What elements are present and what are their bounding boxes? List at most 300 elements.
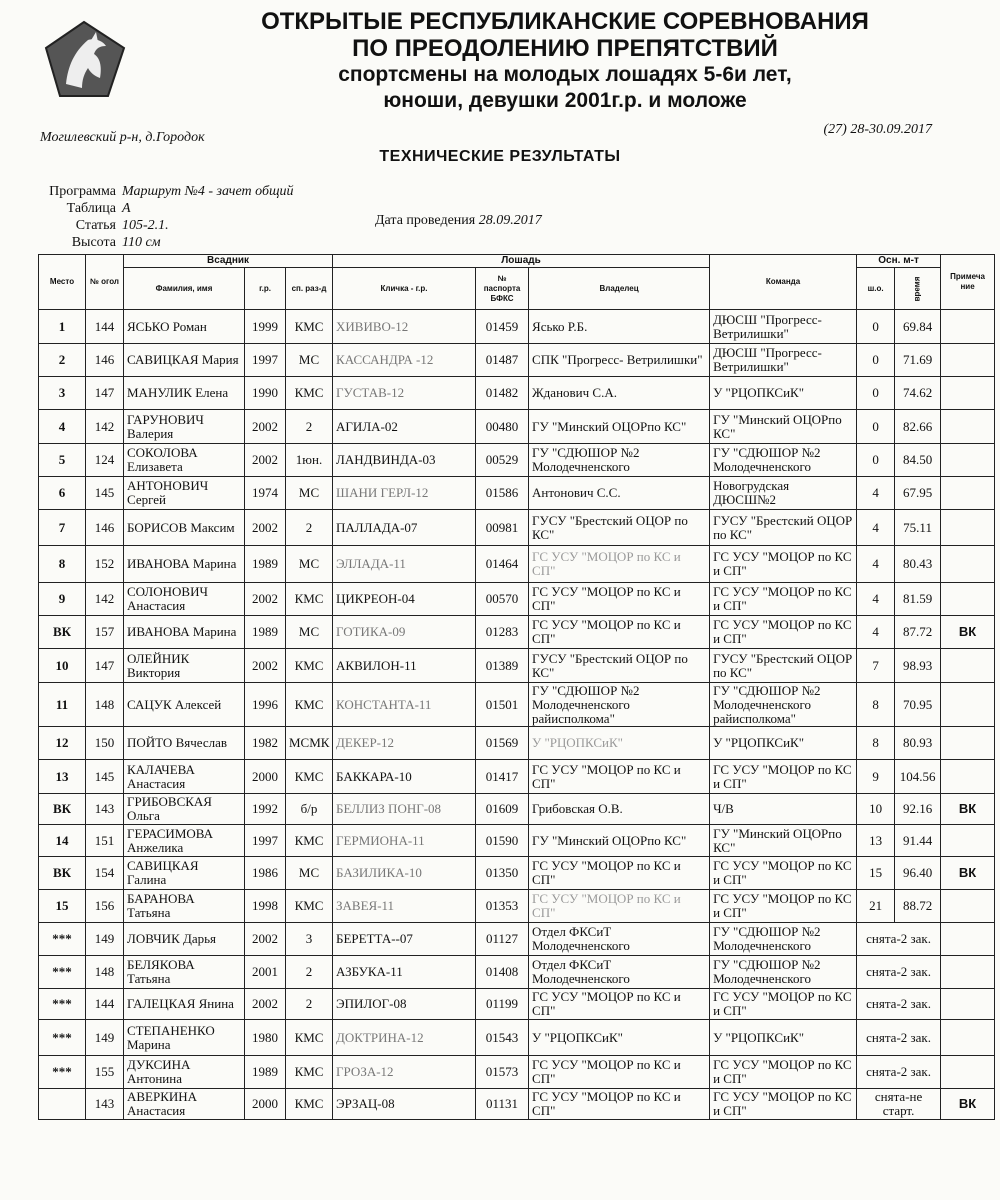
cell-faults: 4 bbox=[857, 616, 895, 649]
cell-remark: ВК bbox=[941, 857, 995, 890]
event-dates: (27) 28-30.09.2017 bbox=[823, 122, 932, 137]
cell-owner: ГС УСУ "МОЦОР по КС и СП" bbox=[529, 583, 710, 616]
cell-faults: 9 bbox=[857, 760, 895, 794]
cell-horse: ШАНИ ГЕРЛ-12 bbox=[333, 477, 476, 510]
cell-status: снята-2 зак. bbox=[857, 1020, 941, 1056]
cell-year: 1999 bbox=[245, 310, 286, 344]
cell-year: 2002 bbox=[245, 444, 286, 477]
cell-year: 2000 bbox=[245, 1089, 286, 1120]
cell-rider: ПОЙТО Вячеслав bbox=[124, 727, 245, 760]
cell-faults: 15 bbox=[857, 857, 895, 890]
results-body bbox=[39, 310, 995, 1120]
cell-rider: БОРИСОВ Максим bbox=[124, 510, 245, 546]
cell-number: 143 bbox=[86, 794, 124, 825]
cell-rider: ИВАНОВА Марина bbox=[124, 546, 245, 583]
cell-team: ГС УСУ "МОЦОР по КС и СП" bbox=[710, 546, 857, 583]
cell-year: 1982 bbox=[245, 727, 286, 760]
table-row bbox=[39, 683, 995, 727]
cell-team: ГУСУ "Брестский ОЦОР по КС" bbox=[710, 649, 857, 683]
cell-year: 2002 bbox=[245, 583, 286, 616]
cell-remark bbox=[941, 444, 995, 477]
cell-team: ГУ "Минский ОЦОРпо КС" bbox=[710, 410, 857, 444]
cell-passport: 01487 bbox=[476, 344, 529, 377]
cell-year: 1989 bbox=[245, 546, 286, 583]
cell-number: 142 bbox=[86, 410, 124, 444]
cell-place: 13 bbox=[39, 760, 86, 794]
cell-passport: 01590 bbox=[476, 825, 529, 857]
cell-year: 1980 bbox=[245, 1020, 286, 1056]
cell-passport: 01283 bbox=[476, 616, 529, 649]
cell-time: 88.72 bbox=[895, 890, 941, 923]
cell-number: 144 bbox=[86, 989, 124, 1020]
competition-info bbox=[40, 183, 294, 251]
cell-rank: МС bbox=[286, 616, 333, 649]
cell-team: ГС УСУ "МОЦОР по КС и СП" bbox=[710, 1089, 857, 1120]
cell-horse: ЦИКРЕОН-04 bbox=[333, 583, 476, 616]
cell-rank: КМС bbox=[286, 310, 333, 344]
cell-remark bbox=[941, 727, 995, 760]
cell-rank: КМС bbox=[286, 1020, 333, 1056]
cell-horse: ГРОЗА-12 bbox=[333, 1056, 476, 1089]
cell-rank: МС bbox=[286, 344, 333, 377]
cell-owner: Ясько Р.Б. bbox=[529, 310, 710, 344]
cell-team: ГУ "Минский ОЦОРпо КС" bbox=[710, 825, 857, 857]
title-line-4: юноши, девушки 2001г.р. и моложе bbox=[383, 89, 747, 112]
cell-owner: ГУСУ "Брестский ОЦОР по КС" bbox=[529, 510, 710, 546]
cell-time: 96.40 bbox=[895, 857, 941, 890]
section-title: ТЕХНИЧЕСКИЕ РЕЗУЛЬТАТЫ bbox=[379, 148, 621, 165]
cell-team: У "РЦОПКСиК" bbox=[710, 727, 857, 760]
cell-passport: 01569 bbox=[476, 727, 529, 760]
cell-team: ГС УСУ "МОЦОР по КС и СП" bbox=[710, 857, 857, 890]
table-row bbox=[39, 956, 995, 989]
cell-owner: Грибовская О.В. bbox=[529, 794, 710, 825]
cell-owner: Отдел ФКСиТ Молодечненского bbox=[529, 956, 710, 989]
col-rank: сп. раз-д bbox=[286, 268, 333, 310]
cell-owner: ГС УСУ "МОЦОР по КС и СП" bbox=[529, 857, 710, 890]
cell-place: ВК bbox=[39, 794, 86, 825]
cell-team: ГС УСУ "МОЦОР по КС и СП" bbox=[710, 989, 857, 1020]
cell-rank: 1юн. bbox=[286, 444, 333, 477]
cell-rider: МАНУЛИК Елена bbox=[124, 377, 245, 410]
cell-rank: МС bbox=[286, 857, 333, 890]
cell-place: *** bbox=[39, 956, 86, 989]
cell-remark bbox=[941, 956, 995, 989]
cell-place: 15 bbox=[39, 890, 86, 923]
cell-faults: 8 bbox=[857, 683, 895, 727]
cell-passport: 01127 bbox=[476, 923, 529, 956]
article-label: Статья bbox=[75, 218, 116, 233]
cell-horse: КАССАНДРА -12 bbox=[333, 344, 476, 377]
venue: Могилевский р-н, д.Городок bbox=[40, 130, 205, 145]
col-time bbox=[895, 268, 941, 310]
cell-team: ГУ "СДЮШОР №2 Молодечненского bbox=[710, 956, 857, 989]
cell-team: ГУ "СДЮШОР №2 Молодечненского bbox=[710, 923, 857, 956]
cell-passport: 01131 bbox=[476, 1089, 529, 1120]
cell-owner: ГС УСУ "МОЦОР по КС и СП" bbox=[529, 546, 710, 583]
col-passport: № паспорта БФКС bbox=[476, 268, 529, 310]
cell-rank: КМС bbox=[286, 683, 333, 727]
table-row bbox=[39, 546, 995, 583]
cell-owner: ГУ "Минский ОЦОРпо КС" bbox=[529, 410, 710, 444]
cell-number: 143 bbox=[86, 1089, 124, 1120]
cell-passport: 01350 bbox=[476, 857, 529, 890]
cell-remark bbox=[941, 510, 995, 546]
cell-time: 75.11 bbox=[895, 510, 941, 546]
cell-horse: ЗАВЕЯ-11 bbox=[333, 890, 476, 923]
cell-remark bbox=[941, 1020, 995, 1056]
cell-year: 1986 bbox=[245, 857, 286, 890]
cell-place: *** bbox=[39, 1056, 86, 1089]
cell-number: 155 bbox=[86, 1056, 124, 1089]
cell-rider: САЦУК Алексей bbox=[124, 683, 245, 727]
cell-place: 4 bbox=[39, 410, 86, 444]
cell-number: 154 bbox=[86, 857, 124, 890]
cell-year: 2001 bbox=[245, 956, 286, 989]
cell-rank: 3 bbox=[286, 923, 333, 956]
cell-rider: САВИЦКАЯ Галина bbox=[124, 857, 245, 890]
table-label: Таблица bbox=[66, 201, 116, 216]
cell-team: Новогрудская ДЮСШ№2 bbox=[710, 477, 857, 510]
cell-remark bbox=[941, 377, 995, 410]
cell-rider: ГАРУНОВИЧ Валерия bbox=[124, 410, 245, 444]
cell-year: 1989 bbox=[245, 1056, 286, 1089]
table-row bbox=[39, 794, 995, 825]
cell-team: У "РЦОПКСиК" bbox=[710, 1020, 857, 1056]
cell-rank: КМС bbox=[286, 1056, 333, 1089]
cell-horse: ХИВИВО-12 bbox=[333, 310, 476, 344]
cell-place: *** bbox=[39, 923, 86, 956]
cell-place: 9 bbox=[39, 583, 86, 616]
cell-horse: ЛАНДВИНДА-03 bbox=[333, 444, 476, 477]
cell-time: 69.84 bbox=[895, 310, 941, 344]
cell-faults: 21 bbox=[857, 890, 895, 923]
cell-team: Ч/В bbox=[710, 794, 857, 825]
cell-place: 6 bbox=[39, 477, 86, 510]
cell-passport: 01408 bbox=[476, 956, 529, 989]
table-row bbox=[39, 1056, 995, 1089]
cell-team: ГУ "СДЮШОР №2 Молодечненского bbox=[710, 444, 857, 477]
cell-faults: 0 bbox=[857, 377, 895, 410]
cell-place: *** bbox=[39, 989, 86, 1020]
cell-year: 1990 bbox=[245, 377, 286, 410]
cell-passport: 01464 bbox=[476, 546, 529, 583]
cell-owner: СПК "Прогресс- Ветрилишки" bbox=[529, 344, 710, 377]
cell-remark bbox=[941, 989, 995, 1020]
cell-rank: КМС bbox=[286, 377, 333, 410]
table-row bbox=[39, 410, 995, 444]
cell-status: снята-2 зак. bbox=[857, 956, 941, 989]
cell-year: 1997 bbox=[245, 344, 286, 377]
cell-rank: 2 bbox=[286, 510, 333, 546]
cell-rank: МС bbox=[286, 546, 333, 583]
cell-rank: КМС bbox=[286, 760, 333, 794]
cell-remark bbox=[941, 410, 995, 444]
table-row bbox=[39, 989, 995, 1020]
cell-time: 84.50 bbox=[895, 444, 941, 477]
cell-owner: Отдел ФКСиТ Молодечненского bbox=[529, 923, 710, 956]
table-row bbox=[39, 344, 995, 377]
table-row bbox=[39, 377, 995, 410]
program-value: Маршрут №4 - зачет общий bbox=[122, 184, 294, 199]
cell-number: 157 bbox=[86, 616, 124, 649]
cell-horse: БАЗИЛИКА-10 bbox=[333, 857, 476, 890]
cell-number: 151 bbox=[86, 825, 124, 857]
cell-owner: ГС УСУ "МОЦОР по КС и СП" bbox=[529, 989, 710, 1020]
cell-passport: 01459 bbox=[476, 310, 529, 344]
cell-number: 150 bbox=[86, 727, 124, 760]
title-line-2: ПО ПРЕОДОЛЕНИЮ ПРЕПЯТСТВИЙ bbox=[352, 35, 778, 62]
cell-rank: КМС bbox=[286, 649, 333, 683]
cell-passport: 01543 bbox=[476, 1020, 529, 1056]
cell-owner: ГУСУ "Брестский ОЦОР по КС" bbox=[529, 649, 710, 683]
cell-remark bbox=[941, 477, 995, 510]
table-value: А bbox=[122, 201, 131, 216]
cell-horse: БАККАРА-10 bbox=[333, 760, 476, 794]
cell-remark: ВК bbox=[941, 616, 995, 649]
cell-rider: КАЛАЧЕВА Анастасия bbox=[124, 760, 245, 794]
cell-time: 67.95 bbox=[895, 477, 941, 510]
cell-number: 144 bbox=[86, 310, 124, 344]
cell-horse: ДЕКЕР-12 bbox=[333, 727, 476, 760]
cell-remark bbox=[941, 890, 995, 923]
table-row bbox=[39, 923, 995, 956]
cell-horse: ЭЛЛАДА-11 bbox=[333, 546, 476, 583]
cell-rider: ОЛЕЙНИК Виктория bbox=[124, 649, 245, 683]
cell-rank: 2 bbox=[286, 410, 333, 444]
table-row bbox=[39, 1020, 995, 1056]
cell-horse: БЕРЕТТА--07 bbox=[333, 923, 476, 956]
cell-owner: Антонович С.С. bbox=[529, 477, 710, 510]
cell-passport: 01389 bbox=[476, 649, 529, 683]
cell-time: 80.93 bbox=[895, 727, 941, 760]
cell-passport: 00480 bbox=[476, 410, 529, 444]
cell-time: 82.66 bbox=[895, 410, 941, 444]
cell-passport: 01501 bbox=[476, 683, 529, 727]
col-place: Место bbox=[39, 255, 86, 310]
cell-remark bbox=[941, 583, 995, 616]
cell-number: 147 bbox=[86, 377, 124, 410]
cell-status: снята-2 зак. bbox=[857, 923, 941, 956]
cell-status: снята-2 зак. bbox=[857, 1056, 941, 1089]
cell-rider: САВИЦКАЯ Мария bbox=[124, 344, 245, 377]
cell-place: 3 bbox=[39, 377, 86, 410]
cell-rank: КМС bbox=[286, 583, 333, 616]
program-label: Программа bbox=[49, 184, 116, 199]
cell-remark: ВК bbox=[941, 794, 995, 825]
cell-place: 8 bbox=[39, 546, 86, 583]
cell-faults: 10 bbox=[857, 794, 895, 825]
cell-remark bbox=[941, 825, 995, 857]
cell-horse: ДОКТРИНА-12 bbox=[333, 1020, 476, 1056]
height-label: Высота bbox=[71, 235, 116, 250]
cell-remark bbox=[941, 683, 995, 727]
cell-remark bbox=[941, 546, 995, 583]
cell-rider: ИВАНОВА Марина bbox=[124, 616, 245, 649]
cell-number: 124 bbox=[86, 444, 124, 477]
cell-owner: ГС УСУ "МОЦОР по КС и СП" bbox=[529, 1056, 710, 1089]
cell-rider: ДУКСИНА Антонина bbox=[124, 1056, 245, 1089]
cell-passport: 00981 bbox=[476, 510, 529, 546]
title-line-3: спортсмены на молодых лошадях 5-6и лет, bbox=[338, 63, 792, 86]
cell-remark bbox=[941, 649, 995, 683]
cell-place: ВК bbox=[39, 857, 86, 890]
cell-rider: ГАЛЕЦКАЯ Янина bbox=[124, 989, 245, 1020]
event-date bbox=[375, 213, 542, 229]
cell-passport: 01417 bbox=[476, 760, 529, 794]
cell-place: 2 bbox=[39, 344, 86, 377]
col-faults: ш.о. bbox=[857, 268, 895, 310]
table-row bbox=[39, 727, 995, 760]
cell-rider: ЯСЬКО Роман bbox=[124, 310, 245, 344]
cell-remark bbox=[941, 344, 995, 377]
cell-rider: ГРИБОВСКАЯ Ольга bbox=[124, 794, 245, 825]
cell-remark bbox=[941, 923, 995, 956]
cell-place: *** bbox=[39, 1020, 86, 1056]
table-row bbox=[39, 510, 995, 546]
cell-team: ДЮСШ "Прогресс-Ветрилишки" bbox=[710, 344, 857, 377]
cell-year: 1996 bbox=[245, 683, 286, 727]
cell-passport: 01573 bbox=[476, 1056, 529, 1089]
title-line-1: ОТКРЫТЫЕ РЕСПУБЛИКАНСКИЕ СОРЕВНОВАНИЯ bbox=[261, 8, 869, 35]
cell-time: 87.72 bbox=[895, 616, 941, 649]
results-table bbox=[38, 254, 995, 1120]
cell-remark bbox=[941, 1056, 995, 1089]
table-row bbox=[39, 890, 995, 923]
cell-team: ГУ "СДЮШОР №2 Молодечненского райисполкома" bbox=[710, 683, 857, 727]
col-remark: Примеча ние bbox=[941, 255, 995, 310]
cell-faults: 4 bbox=[857, 477, 895, 510]
cell-rank: б/р bbox=[286, 794, 333, 825]
cell-time: 98.93 bbox=[895, 649, 941, 683]
cell-faults: 13 bbox=[857, 825, 895, 857]
cell-number: 149 bbox=[86, 1020, 124, 1056]
cell-horse: ПАЛЛАДА-07 bbox=[333, 510, 476, 546]
table-row bbox=[39, 760, 995, 794]
cell-year: 1998 bbox=[245, 890, 286, 923]
cell-rank: 2 bbox=[286, 989, 333, 1020]
cell-place: 10 bbox=[39, 649, 86, 683]
cell-number: 152 bbox=[86, 546, 124, 583]
cell-faults: 0 bbox=[857, 310, 895, 344]
cell-place: 5 bbox=[39, 444, 86, 477]
cell-rank: КМС bbox=[286, 890, 333, 923]
cell-time: 71.69 bbox=[895, 344, 941, 377]
col-number: № огол bbox=[86, 255, 124, 310]
cell-horse: АГИЛА-02 bbox=[333, 410, 476, 444]
cell-year: 2002 bbox=[245, 510, 286, 546]
cell-horse: КОНСТАНТА-11 bbox=[333, 683, 476, 727]
col-rider-name: Фамилия, имя bbox=[124, 268, 245, 310]
cell-owner: У "РЦОПКСиК" bbox=[529, 727, 710, 760]
cell-owner: ГС УСУ "МОЦОР по КС и СП" bbox=[529, 616, 710, 649]
cell-status: снята-2 зак. bbox=[857, 989, 941, 1020]
cell-rider: АНТОНОВИЧ Сергей bbox=[124, 477, 245, 510]
cell-place: 12 bbox=[39, 727, 86, 760]
table-row bbox=[39, 825, 995, 857]
cell-faults: 0 bbox=[857, 344, 895, 377]
col-rider-group: Всадник bbox=[124, 255, 333, 268]
cell-place: 14 bbox=[39, 825, 86, 857]
cell-year: 1974 bbox=[245, 477, 286, 510]
cell-team: ГС УСУ "МОЦОР по КС и СП" bbox=[710, 890, 857, 923]
cell-horse: ЭРЗАЦ-08 bbox=[333, 1089, 476, 1120]
cell-team: ГУСУ "Брестский ОЦОР по КС" bbox=[710, 510, 857, 546]
cell-passport: 01609 bbox=[476, 794, 529, 825]
cell-team: ГС УСУ "МОЦОР по КС и СП" bbox=[710, 760, 857, 794]
cell-place: 1 bbox=[39, 310, 86, 344]
table-row bbox=[39, 310, 995, 344]
cell-number: 145 bbox=[86, 760, 124, 794]
cell-number: 147 bbox=[86, 649, 124, 683]
cell-year: 2000 bbox=[245, 760, 286, 794]
cell-year: 1992 bbox=[245, 794, 286, 825]
cell-time: 70.95 bbox=[895, 683, 941, 727]
cell-remark bbox=[941, 310, 995, 344]
cell-faults: 0 bbox=[857, 410, 895, 444]
cell-rider: СОЛОНОВИЧ Анастасия bbox=[124, 583, 245, 616]
cell-team: У "РЦОПКСиК" bbox=[710, 377, 857, 410]
cell-rank: МС bbox=[286, 477, 333, 510]
cell-remark bbox=[941, 760, 995, 794]
cell-year: 1989 bbox=[245, 616, 286, 649]
cell-team: ГС УСУ "МОЦОР по КС и СП" bbox=[710, 616, 857, 649]
cell-owner: ГУ "СДЮШОР №2 Молодечненского bbox=[529, 444, 710, 477]
cell-rider: СТЕПАНЕНКО Марина bbox=[124, 1020, 245, 1056]
table-row bbox=[39, 1089, 995, 1120]
cell-place: 7 bbox=[39, 510, 86, 546]
cell-horse: ГЕРМИОНА-11 bbox=[333, 825, 476, 857]
federation-logo bbox=[38, 18, 130, 100]
col-time-label: время bbox=[912, 276, 922, 301]
table-row bbox=[39, 444, 995, 477]
cell-team: ГС УСУ "МОЦОР по КС и СП" bbox=[710, 583, 857, 616]
table-row bbox=[39, 616, 995, 649]
cell-horse: БЕЛЛИЗ ПОНГ-08 bbox=[333, 794, 476, 825]
cell-rank: 2 bbox=[286, 956, 333, 989]
cell-owner: ГС УСУ "МОЦОР по КС и СП" bbox=[529, 1089, 710, 1120]
cell-time: 104.56 bbox=[895, 760, 941, 794]
cell-number: 148 bbox=[86, 956, 124, 989]
col-main-group: Осн. м-т bbox=[857, 255, 941, 268]
cell-faults: 0 bbox=[857, 444, 895, 477]
cell-rider: АВЕРКИНА Анастасия bbox=[124, 1089, 245, 1120]
cell-year: 2002 bbox=[245, 989, 286, 1020]
cell-team: ДЮСШ "Прогресс-Ветрилишки" bbox=[710, 310, 857, 344]
col-year: г.р. bbox=[245, 268, 286, 310]
cell-team: ГС УСУ "МОЦОР по КС и СП" bbox=[710, 1056, 857, 1089]
cell-place bbox=[39, 1089, 86, 1120]
cell-rider: БЕЛЯКОВА Татьяна bbox=[124, 956, 245, 989]
date-value: 28.09.2017 bbox=[478, 213, 542, 228]
cell-horse: ГУСТАВ-12 bbox=[333, 377, 476, 410]
cell-number: 146 bbox=[86, 344, 124, 377]
cell-faults: 4 bbox=[857, 546, 895, 583]
cell-number: 145 bbox=[86, 477, 124, 510]
cell-faults: 7 bbox=[857, 649, 895, 683]
table-row bbox=[39, 477, 995, 510]
cell-horse: АЗБУКА-11 bbox=[333, 956, 476, 989]
cell-rider: БАРАНОВА Татьяна bbox=[124, 890, 245, 923]
cell-place: 11 bbox=[39, 683, 86, 727]
document-title bbox=[140, 8, 990, 114]
cell-time: 91.44 bbox=[895, 825, 941, 857]
cell-year: 2002 bbox=[245, 649, 286, 683]
cell-owner: ГУ "Минский ОЦОРпо КС" bbox=[529, 825, 710, 857]
cell-number: 156 bbox=[86, 890, 124, 923]
cell-time: 81.59 bbox=[895, 583, 941, 616]
cell-owner: ГУ "СДЮШОР №2 Молодечненского райисполкома" bbox=[529, 683, 710, 727]
